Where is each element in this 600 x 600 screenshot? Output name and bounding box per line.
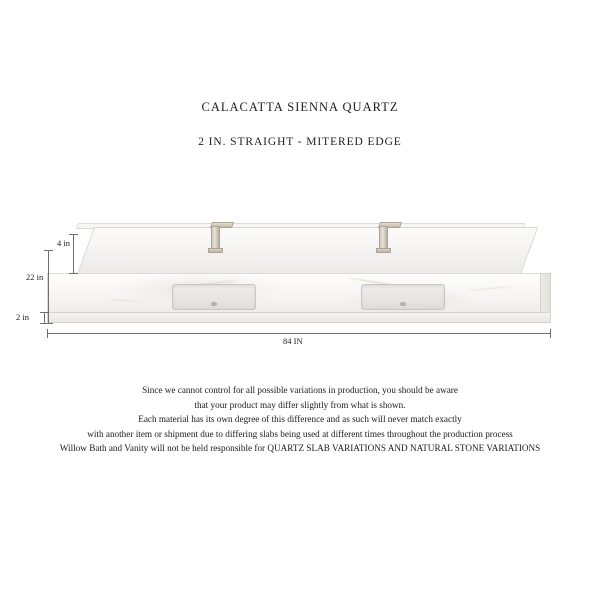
- disclaimer-block: [0, 383, 600, 456]
- dim-edge-line: [44, 312, 45, 323]
- drain-icon: [400, 302, 406, 306]
- edge-profile-label: 2 IN. STRAIGHT - MITERED EDGE: [198, 136, 402, 148]
- countertop-surface: [47, 273, 551, 313]
- disclaimer-line-2: that your product may differ slightly from what is shown.: [194, 399, 406, 410]
- dim-width-tick-right: [550, 329, 551, 338]
- faucet-base: [208, 248, 223, 253]
- drain-icon: [211, 302, 217, 306]
- dim-edge-label: 2 in: [16, 312, 29, 322]
- countertop-right-side: [540, 273, 551, 313]
- dim-backsplash-line: [73, 234, 74, 273]
- dim-backsplash-tick-bottom: [69, 273, 78, 274]
- dim-depth-tick-top: [44, 250, 53, 251]
- marble-vein: [468, 286, 512, 291]
- countertop-front-edge: [47, 312, 551, 323]
- sink-left: [172, 284, 256, 310]
- sink-right: [361, 284, 445, 310]
- dim-backsplash-tick-top: [69, 234, 78, 235]
- dim-edge-tick-bottom: [40, 323, 49, 324]
- dim-width-line: [47, 333, 551, 334]
- dim-width-label: 84 IN: [283, 336, 303, 346]
- disclaimer-line-3: Each material has its own degree of this difference and as such will never match exactly: [138, 414, 462, 425]
- dim-depth-label: 22 in: [26, 272, 44, 282]
- marble-vein: [108, 299, 142, 302]
- faucet-column: [379, 226, 388, 250]
- faucet-column: [211, 226, 220, 250]
- title-block: [0, 100, 600, 148]
- faucet-base: [376, 248, 391, 253]
- disclaimer-line-5: Willow Bath and Vanity will not be held responsible for QUARTZ SLAB VARIATIONS AND NATURAL STONE VARIATIONS: [59, 443, 541, 454]
- product-illustration: [0, 190, 600, 350]
- dim-width-tick-left: [47, 329, 48, 338]
- product-name: CALACATTA SIENNA QUARTZ: [201, 100, 399, 114]
- dim-backsplash-label: 4 in: [57, 238, 70, 248]
- disclaimer-line-1: Since we cannot control for all possible variations in production, you should be aware: [142, 385, 458, 395]
- backsplash: [76, 227, 538, 277]
- disclaimer-line-4: with another item or shipment due to differing slabs being used at different times throughout the production process: [87, 428, 513, 439]
- dim-edge-tick-top: [40, 312, 49, 313]
